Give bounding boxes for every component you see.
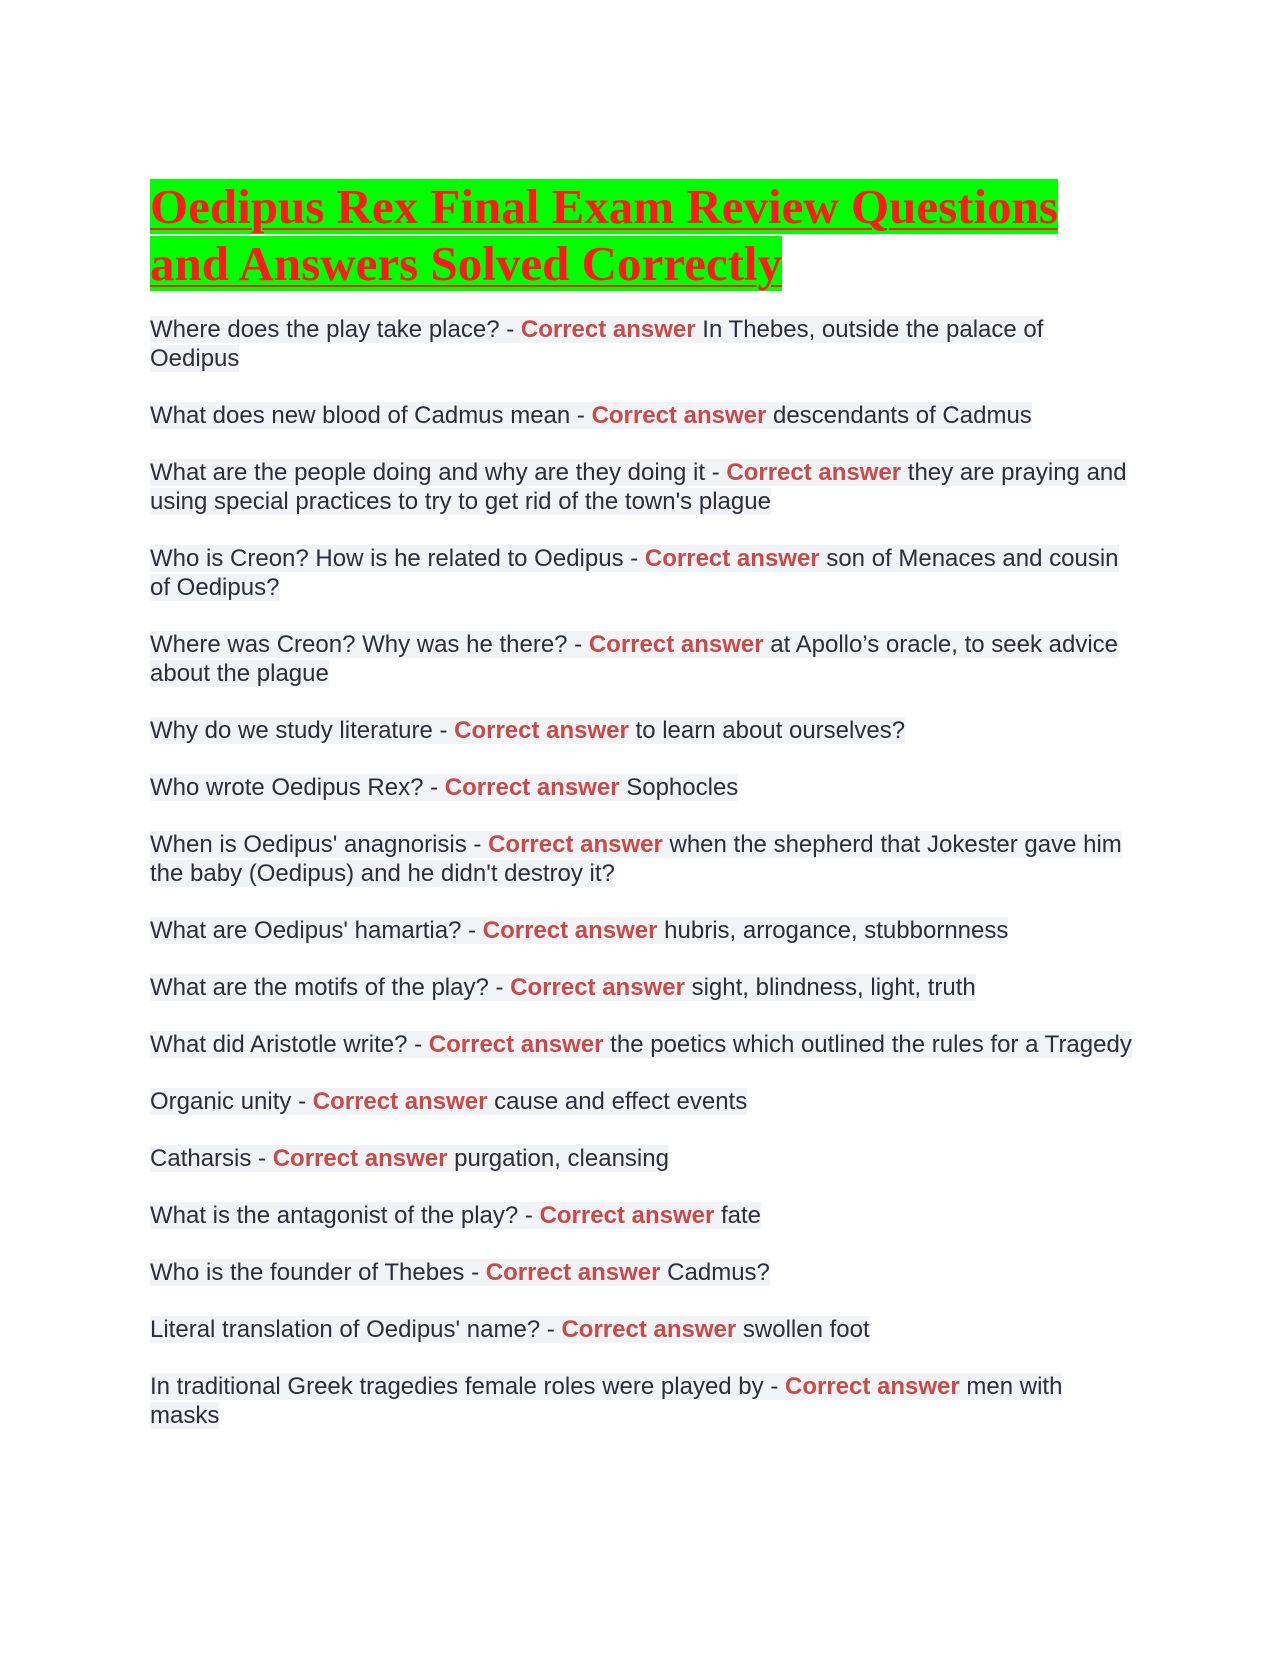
qa-item bbox=[150, 1315, 1135, 1344]
qa-item bbox=[150, 1087, 1135, 1116]
document-page bbox=[150, 178, 1135, 1458]
qa-item bbox=[150, 1372, 1135, 1430]
question-text: Where does the play take place? - bbox=[150, 316, 521, 343]
answer-text: cause and effect events bbox=[487, 1088, 748, 1115]
question-text: Why do we study literature - bbox=[150, 717, 455, 744]
question-text: Catharsis - bbox=[150, 1145, 273, 1172]
answer-text: hubris, arrogance, stubbornness bbox=[657, 917, 1009, 944]
answer-text: fate bbox=[714, 1202, 762, 1229]
qa-item bbox=[150, 630, 1135, 688]
correct-answer-label: Correct answer bbox=[539, 1202, 715, 1229]
qa-item bbox=[150, 458, 1135, 516]
question-text: Who is Creon? How is he related to Oedipus - bbox=[150, 545, 645, 572]
question-text: Who is the founder of Thebes - bbox=[150, 1259, 486, 1286]
qa-line bbox=[150, 1373, 1062, 1429]
correct-answer-label: Correct answer bbox=[454, 717, 629, 744]
qa-line bbox=[150, 831, 1122, 887]
correct-answer-label: Correct answer bbox=[272, 1145, 448, 1172]
question-text: What are the people doing and why are they doing it - bbox=[150, 459, 727, 486]
answer-text: they are praying and using special practices to try to get rid of the town's plague bbox=[150, 459, 1127, 515]
question-text: When is Oedipus' anagnorisis - bbox=[150, 831, 489, 858]
question-text: What are the motifs of the play? - bbox=[150, 974, 511, 1001]
question-text: What are Oedipus' hamartia? - bbox=[150, 917, 483, 944]
qa-line bbox=[150, 974, 976, 1001]
question-text: What does new blood of Cadmus mean - bbox=[150, 402, 592, 429]
question-text: In traditional Greek tragedies female roles were played by - bbox=[150, 1373, 785, 1400]
qa-line bbox=[150, 545, 1119, 601]
qa-line bbox=[150, 1202, 761, 1229]
qa-line bbox=[150, 1259, 770, 1286]
question-text: Organic unity - bbox=[150, 1088, 313, 1115]
correct-answer-label: Correct answer bbox=[485, 1259, 661, 1286]
answer-text: when the shepherd that Jokester gave him the baby (Oedipus) and he didn't destroy it? bbox=[150, 831, 1122, 887]
qa-item bbox=[150, 830, 1135, 888]
qa-line bbox=[150, 1088, 747, 1115]
answer-text: men with masks bbox=[150, 1373, 1063, 1429]
correct-answer-label: Correct answer bbox=[644, 545, 820, 572]
question-text: Where was Creon? Why was he there? - bbox=[150, 631, 589, 658]
answer-text: the poetics which outlined the rules for a Tragedy bbox=[603, 1031, 1132, 1058]
question-text: What is the antagonist of the play? - bbox=[150, 1202, 540, 1229]
qa-line bbox=[150, 917, 1008, 944]
qa-item bbox=[150, 973, 1135, 1002]
qa-item bbox=[150, 1030, 1135, 1059]
question-text: What did Aristotle write? - bbox=[150, 1031, 429, 1058]
question-text: Literal translation of Oedipus' name? - bbox=[150, 1316, 562, 1343]
correct-answer-label: Correct answer bbox=[510, 974, 685, 1001]
qa-line bbox=[150, 402, 1032, 429]
answer-text: descendants of Cadmus bbox=[766, 402, 1032, 429]
qa-line bbox=[150, 1145, 669, 1172]
qa-line bbox=[150, 774, 738, 801]
qa-line bbox=[150, 459, 1127, 515]
correct-answer-label: Correct answer bbox=[561, 1316, 737, 1343]
answer-text: purgation, cleansing bbox=[447, 1145, 669, 1172]
answer-text: Cadmus? bbox=[660, 1259, 770, 1286]
question-text: Who wrote Oedipus Rex? - bbox=[150, 774, 445, 801]
qa-line bbox=[150, 717, 905, 744]
correct-answer-label: Correct answer bbox=[726, 459, 902, 486]
correct-answer-label: Correct answer bbox=[784, 1373, 960, 1400]
answer-text: sight, blindness, light, truth bbox=[684, 974, 976, 1001]
qa-item bbox=[150, 1144, 1135, 1173]
qa-item bbox=[150, 716, 1135, 745]
document-title-text: Oedipus Rex Final Exam Review Questions and Answers Solved Correctly bbox=[150, 179, 1058, 291]
qa-item bbox=[150, 315, 1135, 373]
qa-list bbox=[150, 315, 1135, 1430]
qa-item bbox=[150, 544, 1135, 602]
correct-answer-label: Correct answer bbox=[482, 917, 658, 944]
qa-item bbox=[150, 401, 1135, 430]
correct-answer-label: Correct answer bbox=[488, 831, 663, 858]
answer-text: to learn about ourselves? bbox=[628, 717, 906, 744]
correct-answer-label: Correct answer bbox=[444, 774, 620, 801]
qa-item bbox=[150, 916, 1135, 945]
answer-text: Sophocles bbox=[619, 774, 739, 801]
qa-line bbox=[150, 1031, 1132, 1058]
qa-item bbox=[150, 1258, 1135, 1287]
qa-line bbox=[150, 316, 1043, 372]
correct-answer-label: Correct answer bbox=[428, 1031, 604, 1058]
correct-answer-label: Correct answer bbox=[591, 402, 767, 429]
correct-answer-label: Correct answer bbox=[520, 316, 696, 343]
answer-text: In Thebes, outside the palace of Oedipus bbox=[150, 316, 1044, 372]
qa-item bbox=[150, 1201, 1135, 1230]
qa-line bbox=[150, 631, 1118, 687]
answer-text: at Apollo’s oracle, to seek advice about the plague bbox=[150, 631, 1119, 687]
answer-text: swollen foot bbox=[736, 1316, 870, 1343]
qa-item bbox=[150, 773, 1135, 802]
answer-text: son of Menaces and cousin of Oedipus? bbox=[150, 545, 1119, 601]
correct-answer-label: Correct answer bbox=[312, 1088, 488, 1115]
qa-line bbox=[150, 1316, 870, 1343]
correct-answer-label: Correct answer bbox=[588, 631, 764, 658]
document-title bbox=[150, 178, 1135, 292]
